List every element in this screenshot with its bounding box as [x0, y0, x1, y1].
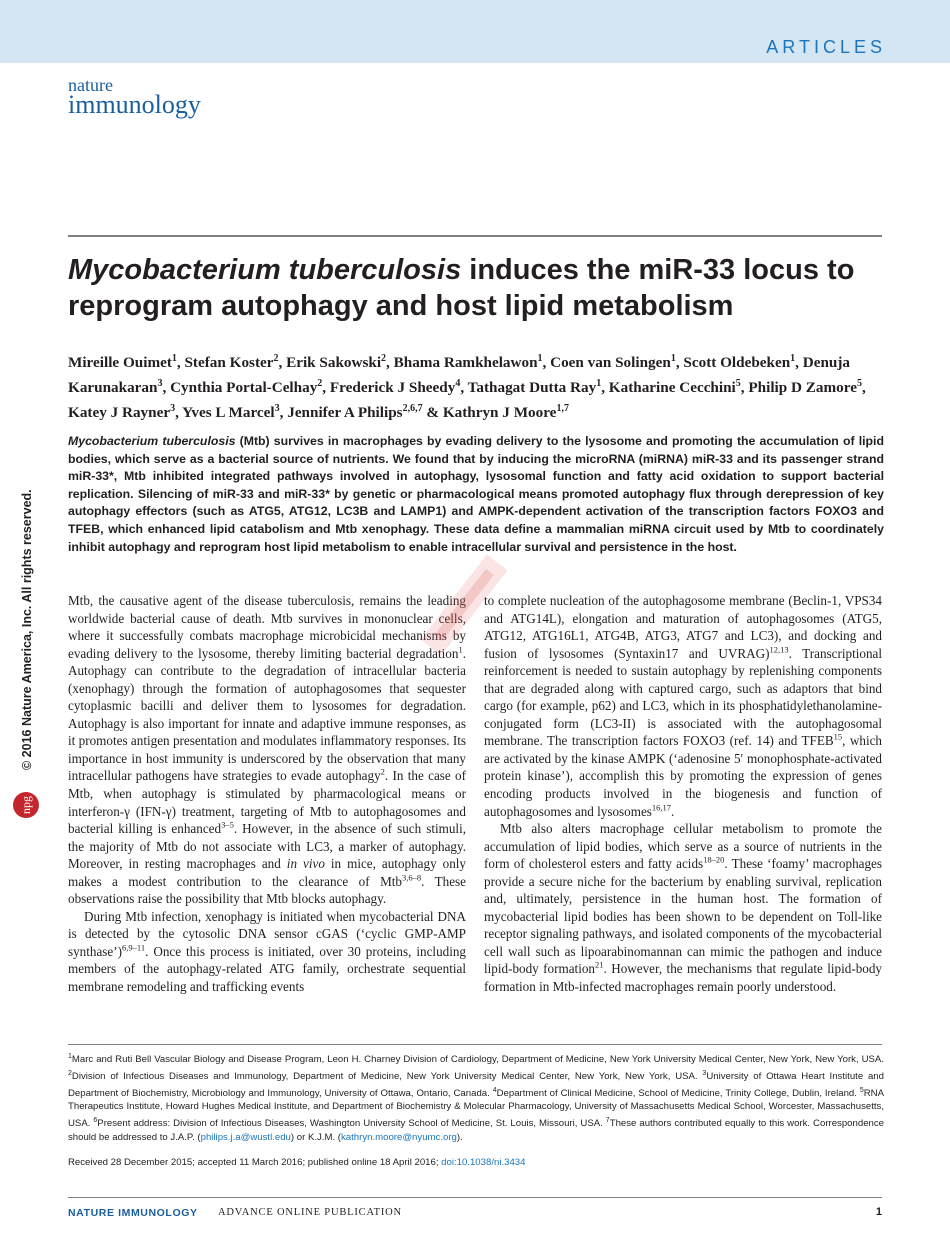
affiliation-number: 3: [702, 1069, 707, 1077]
affiliation-number: 1: [68, 1053, 72, 1060]
author: [550, 354, 676, 371]
body-text-italic: in vivo: [286, 856, 325, 872]
affiliation-number: 7: [605, 1116, 610, 1124]
body-paragraph: [68, 592, 466, 908]
page-number: 1: [875, 1206, 882, 1218]
affiliation-text: ) or K.J.M. (: [290, 1131, 341, 1143]
body-text: to complete nucleation of the autophagosome membrane (Beclin-1, VPS34 and ATG14L), elongation and maturation of autophagosomes (ATG5, ATG12, ATG16L1, ATG4B, ATG3, ATG7 and LC3), and docking and fusion of lysosomes (Syntaxin17 and UVRAG): [484, 593, 882, 661]
author: [330, 379, 460, 396]
article-title-italic: Mycobacterium tuberculosis: [68, 254, 462, 286]
body-text: Mtb also alters macrophage cellular metabolism to promote the accumulation of lipid bodies, which serve as a source of nutrients in the form of cholesterol esters and fatty acids: [484, 821, 882, 872]
author-affiliation-ref: 5: [735, 378, 741, 390]
affiliation-text: These authors contributed equally to this work. Correspondence should be addressed to J.A.P. (: [68, 1118, 884, 1143]
author: [394, 354, 543, 371]
author-name: Kathryn J Moore: [442, 404, 557, 422]
body-paragraph: [68, 908, 466, 996]
body-column-left: [68, 592, 466, 996]
author-name: Cynthia Portal-Celhay: [170, 379, 318, 397]
author-name: Frederick J Sheedy: [329, 379, 456, 397]
citation-ref: 18–20: [703, 854, 725, 865]
title-rule: [68, 235, 882, 237]
article-title-rest: induces the miR-33 locus to reprogram autophagy and host lipid metabolism: [68, 254, 855, 322]
affiliation-text: ).: [456, 1131, 463, 1143]
npg-logo-icon: [13, 792, 39, 818]
citation-ref: 12,13: [769, 644, 789, 655]
footer-journal-name: NATURE IMMUNOLOGY: [68, 1207, 198, 1219]
author: [609, 379, 741, 396]
author-name: Yves L Marcel: [182, 404, 275, 422]
body-text: .: [671, 803, 675, 819]
author-affiliation-ref: 1: [790, 353, 796, 364]
author-name: Mireille Ouimet: [68, 354, 172, 372]
author-affiliation-ref: 2: [317, 378, 323, 390]
body-paragraph: [484, 820, 882, 995]
affiliation-number: 2: [68, 1069, 72, 1077]
doi-link[interactable]: doi:10.1038/ni.3434: [441, 1157, 526, 1168]
citation-ref: 15: [833, 732, 843, 742]
author-affiliation-ref: 1: [171, 353, 177, 364]
affiliation-text: Division of Infectious Diseases and Immunology, Department of Medicine, New York University Medical Center, New York, New York, USA.: [71, 1070, 703, 1082]
body-text: During Mtb infection, xenophagy is initiated when mycobacterial DNA is detected by the cytosolic DNA sensor cGAS (‘cyclic GMP-AMP synthase’): [68, 908, 466, 959]
citation-ref: 3–5: [221, 819, 234, 830]
journal-logo: [68, 76, 201, 118]
footer-rule: [68, 1197, 882, 1198]
author: [286, 354, 386, 371]
author-affiliation-ref: 2,6,7: [402, 403, 423, 415]
journal-logo-line1: nature: [68, 75, 113, 95]
author-name: Erik Sakowski: [286, 354, 382, 372]
body-text: . However, in the absence of such stimuli, the majority of Mtb do not associate with LC3, a marker of autophagy. Moreover, in resting macrophages and: [68, 821, 467, 872]
author-affiliation-ref: 4: [455, 378, 461, 390]
author-name: Stefan Koster: [184, 354, 274, 372]
author: [182, 404, 280, 421]
author-affiliation-ref: 1,7: [556, 403, 569, 415]
affiliation-text: Department of Clinical Medicine, School of Medicine, Trinity College, Dublin, Ireland.: [496, 1087, 860, 1099]
author-affiliation-ref: 1: [670, 353, 676, 364]
author-list: Mireille Ouimet$^1$, Stefan Koster$^2$, Erik Sakowski$^2$, Bhama Ramkhelawon$^1$, Coen van Solingen$^1$, Scott Oldebeken$^1$, Denuja Karunakaran$^3$, Cynthia Portal-Celhay$^2$, Frederick J Sheedy$^4$, Tathagat Dutta Ray$^1$, Katharine Cecchini$^5$, Philip D Zamore$^5$, Katey J Rayner$^3$, Yves L Marcel$^3$, Jennifer A Philips$^{2,6,7}$ & Kathryn J Moore$^{1,7}$: [68, 353, 866, 422]
body-text: . Once this process is initiated, over 30 proteins, including members of the autophagy-related ATG family, orchestrate sequential membrane remodeling and trafficking events: [68, 943, 466, 995]
affiliation-text: Present address: Division of Infectious Diseases, Washington University School of Medicine, St. Louis, Missouri, USA.: [97, 1118, 606, 1130]
email-link[interactable]: philips.j.a@wustl.edu: [200, 1131, 291, 1143]
citation-ref: 3,6–8: [401, 872, 422, 883]
author: [443, 404, 569, 421]
citation-ref: 6,9–11: [122, 942, 146, 953]
publication-dates: [68, 1156, 884, 1169]
footnote-rule: [68, 1044, 882, 1045]
author-name: Katey J Rayner: [68, 404, 171, 422]
body-column-right: [484, 592, 882, 996]
article-title: [68, 252, 888, 324]
author-name: Philip D Zamore: [748, 379, 857, 397]
author-affiliation-ref: 2: [273, 353, 279, 364]
abstract-text: (Mtb) survives in macrophages by evading delivery to the lysosome and promoting the accumulation of lipid bodies, which serve as a bacterial source of nutrients. We found that by inducing the microRNA (miRNA) miR-33 and its passenger strand miR-33*, Mtb inhibited integrated pathways involved in autophagy, lysosomal function and fatty acid oxidation to support bacterial replication. Silencing of miR-33 and miR-33* by genetic or pharmacological means promoted autophagy flux through derepression of key autophagy effectors (such as ATG5, ATG12, LC3B and LAMP1) and AMPK-dependent activation of the transcription factors FOXO3 and TFEB, which enhanced lipid catabolism and Mtb xenophagy. These data define a mammalian miRNA circuit used by Mtb to coordinately inhibit autophagy and reprogram host lipid metabolism to enable intracellular survival and persistence in the host.: [68, 434, 884, 554]
author-name: Jennifer A Philips: [287, 404, 403, 422]
body-text: . These observations raise the possibility that Mtb blocks autophagy.: [68, 873, 466, 907]
author-affiliation-ref: 2: [381, 353, 387, 364]
citation-ref: 1: [458, 644, 463, 655]
body-text: , which are activated by the kinase AMPK (‘adenosine 5′ monophosphate-activated protein kinase’), accomplish this by promoting the expression of genes encoding products involved in the biogenesis and function of autophagosomes and lysosomes: [484, 733, 883, 819]
body-text: . These ‘foamy’ macrophages provide a secure niche for the bacterium by enabling survival, replication and, ultimately, persistence in the human host. The formation of mycobacterial lipid bodies has been shown to be dependent on Toll-like receptor signaling pathways, and isolated components of the mycobacterial cell wall such as lipoarabinomannan can mimic the pathogen and induce lipid-body formation: [484, 856, 882, 977]
author-affiliation-ref: 3: [274, 403, 280, 415]
citation-ref: 16,17: [651, 802, 672, 813]
body-text: in mice, autophagy only makes a modest contribution to the clearance of Mtb: [68, 856, 466, 889]
author: [683, 354, 795, 371]
affiliation-text: Marc and Ruti Bell Vascular Biology and Disease Program, Leon H. Charney Division of Cardiology, Department of Medicine, New York University Medical Center, New York, New York, USA.: [71, 1054, 884, 1066]
author-affiliation-ref: 5: [856, 378, 862, 390]
body-text: . Autophagy can contribute to the degradation of intracellular bacteria (xenophagy) through the formation of autophagosomes that sequester cytoplasmic bacilli and deliver them to lysosomes for degradation. Autophagy is also important for innate and adaptive immune responses, as it promotes antigen presentation and modulates inflammatory responses. Its importance in host immunity is underscored by the observation that many intracellular pathogens have strategies to evade autophagy: [68, 645, 466, 784]
author-affiliation-ref: 1: [537, 353, 543, 364]
body-text: . Transcriptional reinforcement is needed to sustain autophagy by replenishing components that are degraded along with captured cargo, such as adaptors that bind cargo (for example, p62) and LC3, which in its phosphatidylethanolamine-conjugated form (LC3-II) is associated with the autophagosomal membrane. The transcription factors FOXO3 (ref. 14) and TFEB: [484, 645, 882, 749]
journal-logo-line2: immunology: [68, 90, 201, 119]
affiliation-text: RNA Therapeutics Institute, Howard Hughes Medical Institute, and Department of Biochemistry & Molecular Pharmacology, University of Massachusetts Medical School, Worcester, Massachusetts, USA.: [68, 1087, 884, 1130]
affiliation-number: 6: [93, 1116, 98, 1124]
email-link[interactable]: kathryn.moore@nyumc.org: [341, 1131, 457, 1143]
author: [68, 404, 175, 421]
author-name: Katharine Cecchini: [608, 379, 736, 397]
author-name: Bhama Ramkhelawon: [393, 354, 538, 372]
author-affiliation-ref: 3: [157, 378, 163, 390]
author-name: Denuja Karunakaran: [68, 354, 851, 397]
citation-ref: 21: [595, 960, 604, 971]
author-name: Tathagat Dutta Ray: [467, 379, 597, 397]
affiliation-text: University of Ottawa Heart Institute and Department of Biochemistry, Microbiology and Immunology, University of Ottawa, Ontario, Canada.: [68, 1070, 884, 1099]
abstract: [68, 433, 884, 556]
copyright-notice: © 2016 Nature America, Inc. All rights reserved.: [20, 489, 34, 770]
author-affiliation-ref: 3: [170, 403, 176, 415]
affiliation-number: 5: [859, 1086, 864, 1094]
body-text: . However, the mechanisms that regulate lipid-body formation in Mtb-infected macrophages remain poorly understood.: [484, 961, 883, 995]
citation-ref: 2: [380, 767, 385, 778]
dates-text: Received 28 December 2015; accepted 11 March 2016; published online 18 April 2016;: [68, 1157, 442, 1168]
author-affiliation-ref: 1: [596, 378, 602, 390]
affiliation-number: 4: [492, 1086, 497, 1094]
npg-logo-text: npg: [19, 796, 33, 814]
section-label: ARTICLES: [766, 37, 886, 57]
footer-publication-type: ADVANCE ONLINE PUBLICATION: [218, 1207, 402, 1218]
author: [170, 379, 322, 396]
author: [748, 379, 862, 396]
author: [68, 354, 177, 371]
author: [287, 404, 422, 421]
affiliations: [68, 1050, 884, 1144]
author-name: Scott Oldebeken: [683, 354, 791, 372]
author: [468, 379, 602, 396]
body-paragraph: [484, 592, 882, 820]
author-name: Coen van Solingen: [550, 354, 671, 372]
body-text: Mtb, the causative agent of the disease tuberculosis, remains the leading worldwide bacterial cause of death. Mtb survives in mononuclear cells, where it successfully combats macrophage microbicidal mechanisms by evading delivery to the lysosome, thereby limiting bacterial degradation: [68, 593, 466, 661]
body-text: . In the case of Mtb, when autophagy is stimulated by pharmacological means or interferon-γ (IFN-γ) treatment, targeting of Mtb to autophagosomes and bacterial killing is enhanced: [68, 768, 466, 837]
author: [184, 354, 278, 371]
abstract-italic: Mycobacterium tuberculosis: [68, 434, 236, 448]
